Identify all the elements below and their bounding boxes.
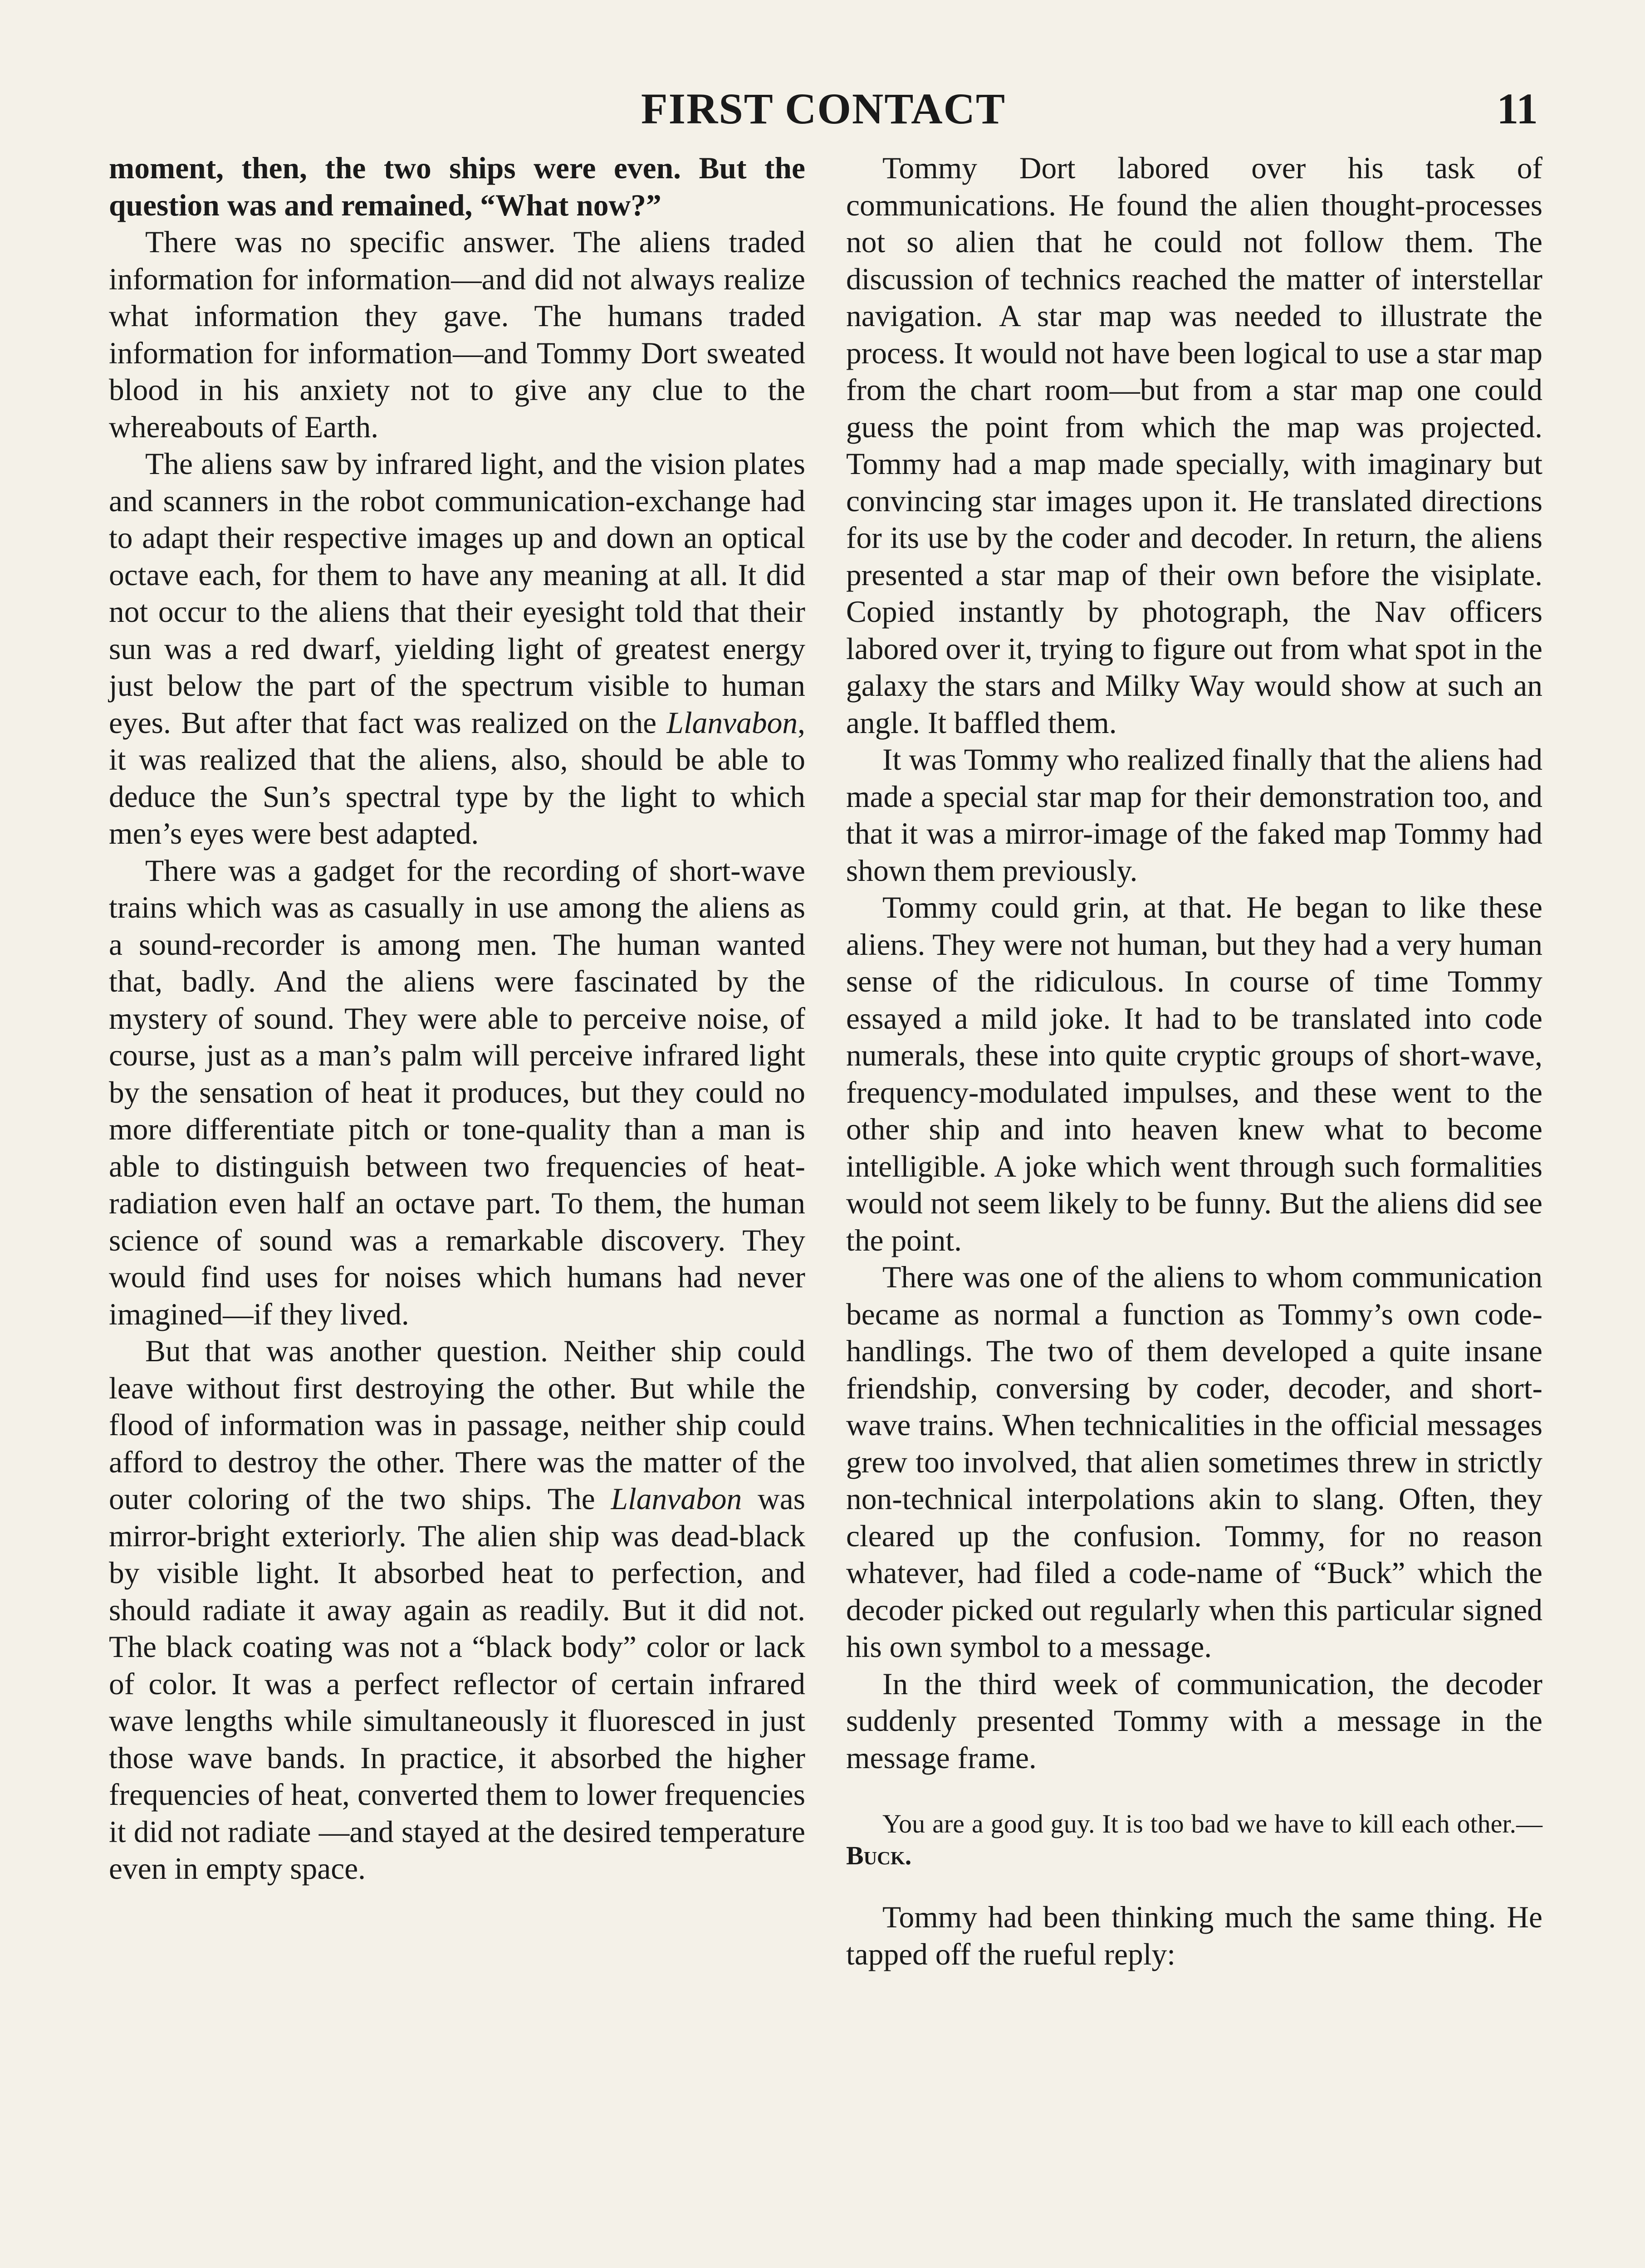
- paragraph: The aliens saw by infrared light, and the vision plates and scanners in the robot communication-exchange had to adapt their respective images up and down an optical octave each, for them to have any meaning at all. It did not occur to the aliens that their eyesight told that their sun was a red dwarf, yielding light of greatest energy just below the part of the spectrum visible to human eyes. But after that fact was realized on the Llanvabon, it was realized that the aliens, also, should be able to deduce the Sun’s spectral type by the light to which men’s eyes were best adapted.: [109, 447, 805, 850]
- right-column: [846, 150, 1542, 1973]
- paragraph: moment, then, the two ships were even. But the question was and remained, “What now?”: [109, 151, 805, 222]
- ship-name: Llanvabon: [666, 705, 798, 740]
- paragraph: There was a gadget for the recording of short-wave trains which was as casually in use among the aliens as a sound-recorder is among men. The human wanted that, badly. And the aliens were fascinated by the mystery of sound. They were able to perceive noise, of course, just as a man’s palm will perceive infrared light by the sensation of heat it produces, but they could no more differentiate pitch or tone-quality than a man is able to distinguish between two frequencies of heat-radiation even half an octave part. To them, the human science of sound was a remarkable discovery. They would find uses for noises which humans had never imagined—if they lived.: [109, 853, 805, 1331]
- paragraph: Tommy had been thinking much the same thing. He tapped off the rueful reply:: [846, 1900, 1542, 1971]
- paragraph: There was no specific answer. The aliens traded information for information—and did not always realize what information they gave. The humans traded information for information—and Tommy Dort sweated blood in his anxiety not to give any clue to the whereabouts of Earth.: [109, 225, 805, 444]
- page-number: 11: [1497, 84, 1538, 133]
- left-column: [109, 150, 805, 1887]
- message-text: You are a good guy. It is too bad we have to kill each other.—: [882, 1809, 1542, 1838]
- running-title: FIRST CONTACT: [641, 84, 1006, 133]
- ship-name: Llanvabon: [611, 1482, 742, 1516]
- paragraph: It was Tommy who realized finally that the aliens had made a special star map for their demonstration too, and that it was a mirror-image of the faked map Tommy had shown them previously.: [846, 743, 1542, 888]
- message-signature: Buck.: [846, 1841, 912, 1870]
- paragraph: But that was another question. Neither ship could leave without first destroying the other. But while the flood of information was in passage, neither ship could afford to destroy the other. There was the matter of the outer coloring of the two ships. The Llanvabon was mirror-bright exteriorly. The alien ship was dead-black by visible light. It absorbed heat to perfection, and should radiate it away again as readily. But it did not. The black coating was not a “black body” color or lack of color. It was a perfect reflector of certain infrared wave lengths while simultaneously it fluoresced in just those wave bands. In practice, it absorbed the higher frequencies of heat, converted them to lower frequencies it did not radiate —and stayed at the desired temperature even in empty space.: [109, 1334, 805, 1886]
- paragraph: Tommy could grin, at that. He began to like these aliens. They were not human, but they had a very human sense of the ridiculous. In course of time Tommy essayed a mild joke. It had to be translated into code numerals, these into quite cryptic groups of short-wave, frequency-modulated impulses, and these went to the other ship and into heaven knew what to become intelligible. A joke which went through such formalities would not seem likely to be funny. But the aliens did see the point.: [846, 890, 1542, 1257]
- paragraph: There was one of the aliens to whom communication became as normal a function as Tommy’s own code-handlings. The two of them developed a quite insane friendship, conversing by coder, decoder, and short-wave trains. When technicalities in the official messages grew too involved, that alien sometimes threw in strictly non-technical interpolations akin to slang. Often, they cleared up the confusion. Tommy, for no reason whatever, had filed a code-name of “Buck” which the decoder picked out regularly when this particular signed his own symbol to a message.: [846, 1260, 1542, 1664]
- paragraph: In the third week of communication, the decoder suddenly presented Tommy with a message in the message frame.: [846, 1667, 1542, 1775]
- paragraph: Tommy Dort labored over his task of communications. He found the alien thought-processes not so alien that he could not follow them. The discussion of technics reached the matter of interstellar navigation. A star map was needed to illustrate the process. It would not have been logical to use a star map from the chart room—but from a star map one could guess the point from which the map was projected. Tommy had a map made specially, with imaginary but convincing star images upon it. He translated directions for its use by the coder and decoder. In return, the aliens presented a star map of their own before the visiplate. Copied instantly by photograph, the Nav officers labored over it, trying to figure out from what spot in the galaxy the stars and Milky Way would show at such an angle. It baffled them.: [846, 151, 1542, 740]
- alien-message: [846, 1808, 1542, 1872]
- page-header: [109, 79, 1538, 138]
